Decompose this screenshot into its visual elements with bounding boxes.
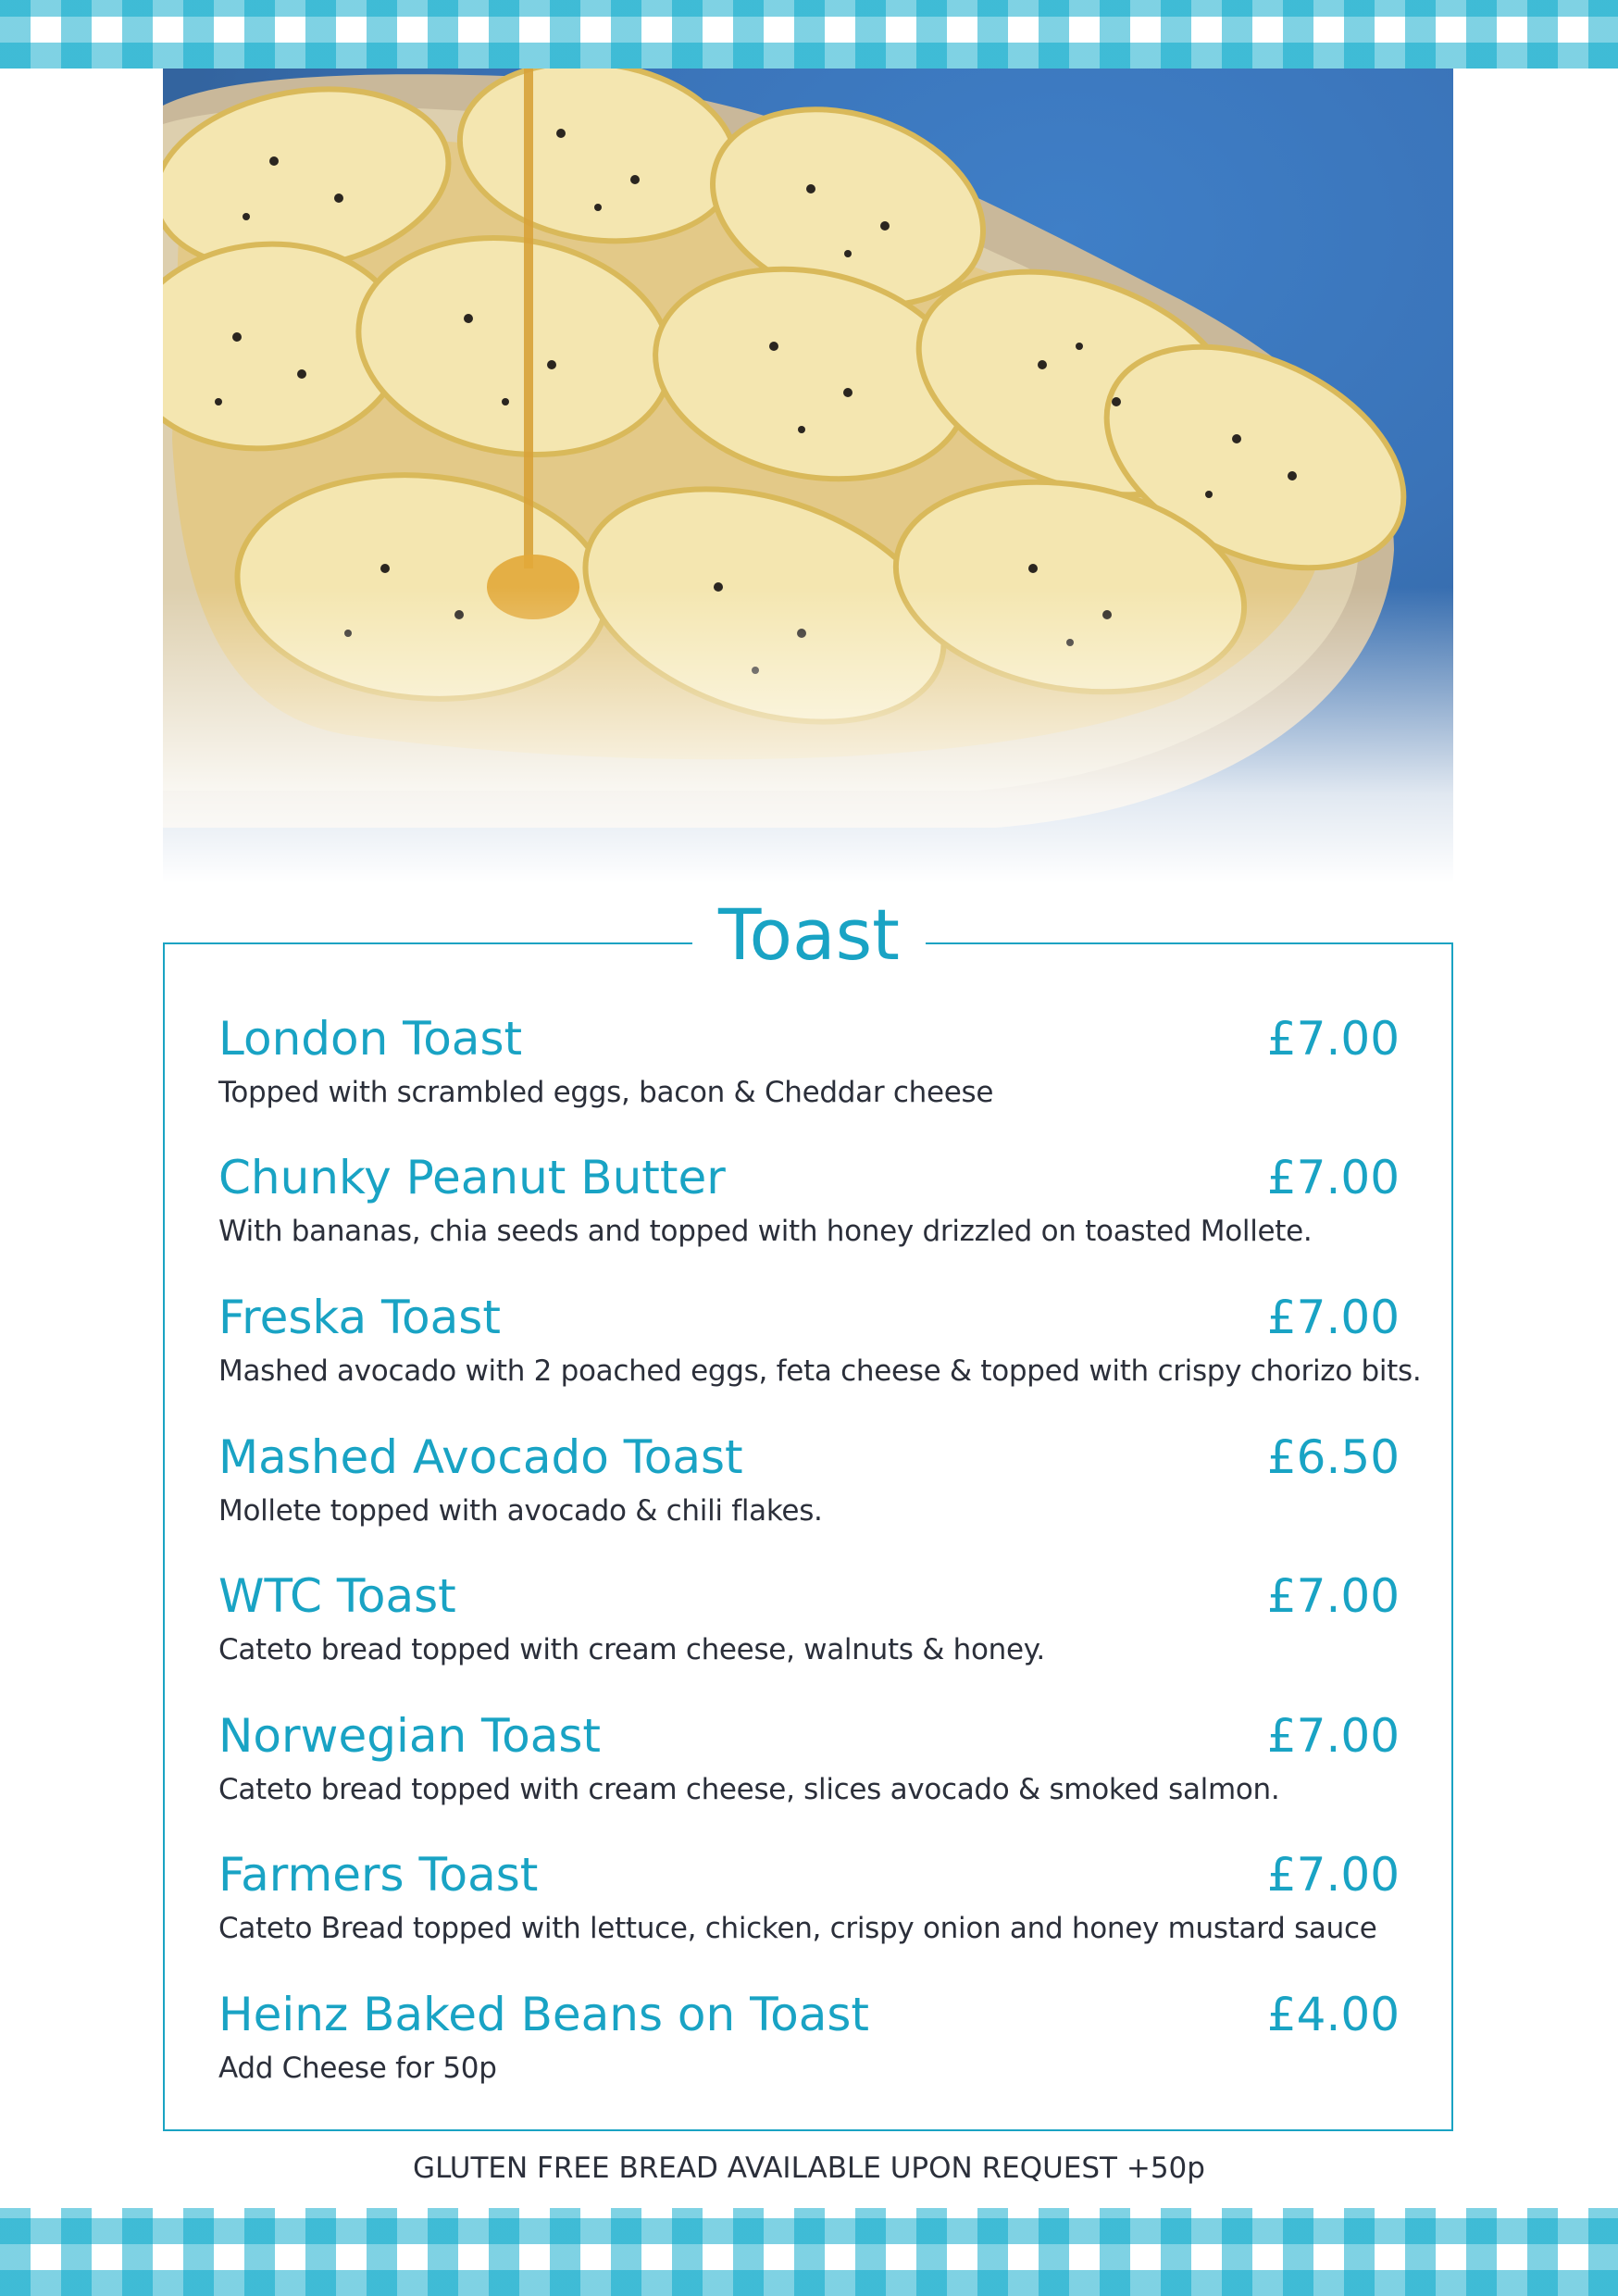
item-price: £7.00 (1266, 1151, 1400, 1204)
item-price: £7.00 (1266, 1012, 1400, 1066)
menu-item (218, 1706, 1400, 1808)
item-price: £7.00 (1266, 1709, 1400, 1763)
menu-item (218, 1845, 1400, 1947)
item-name: Farmers Toast (218, 1848, 539, 1902)
item-price: £7.00 (1266, 1569, 1400, 1623)
item-name: London Toast (218, 1012, 523, 1066)
menu-item (218, 1985, 1400, 2087)
item-price: £7.00 (1266, 1291, 1400, 1344)
menu-item (218, 1148, 1400, 1250)
photo-fade (163, 587, 1453, 883)
item-name: Mashed Avocado Toast (218, 1430, 743, 1484)
menu-frame (163, 942, 1453, 2131)
gingham-border-top (0, 0, 1618, 69)
item-description: Add Cheese for 50p (218, 2052, 497, 2085)
item-description: Topped with scrambled eggs, bacon & Cheddar cheese (218, 1076, 994, 1109)
item-description: Mashed avocado with 2 poached eggs, feta cheese & topped with crispy chorizo bits. (218, 1354, 1422, 1388)
item-name: WTC Toast (218, 1569, 456, 1623)
item-price: £7.00 (1266, 1848, 1400, 1902)
menu-item (218, 1566, 1400, 1668)
item-price: £6.50 (1266, 1430, 1400, 1484)
menu-title-text: Toast (692, 893, 926, 977)
gingham-border-bottom (0, 2208, 1618, 2296)
item-description: Cateto Bread topped with lettuce, chicken, crispy onion and honey mustard sauce (218, 1912, 1377, 1945)
item-description: Mollete topped with avocado & chili flakes. (218, 1494, 823, 1528)
menu-item (218, 1428, 1400, 1529)
item-name: Freska Toast (218, 1291, 501, 1344)
menu-item (218, 1288, 1422, 1390)
item-price: £4.00 (1266, 1988, 1400, 2041)
item-description: With bananas, chia seeds and topped with honey drizzled on toasted Mollete. (218, 1215, 1313, 1248)
item-description: Cateto bread topped with cream cheese, walnuts & honey. (218, 1633, 1045, 1666)
item-description: Cateto bread topped with cream cheese, slices avocado & smoked salmon. (218, 1773, 1280, 1806)
menu-item (218, 1009, 1400, 1111)
banana-toast-photo (163, 69, 1453, 883)
item-name: Chunky Peanut Butter (218, 1151, 726, 1204)
item-name: Heinz Baked Beans on Toast (218, 1988, 870, 2041)
gluten-free-note: GLUTEN FREE BREAD AVAILABLE UPON REQUEST +50p (413, 2152, 1205, 2185)
item-name: Norwegian Toast (218, 1709, 601, 1763)
